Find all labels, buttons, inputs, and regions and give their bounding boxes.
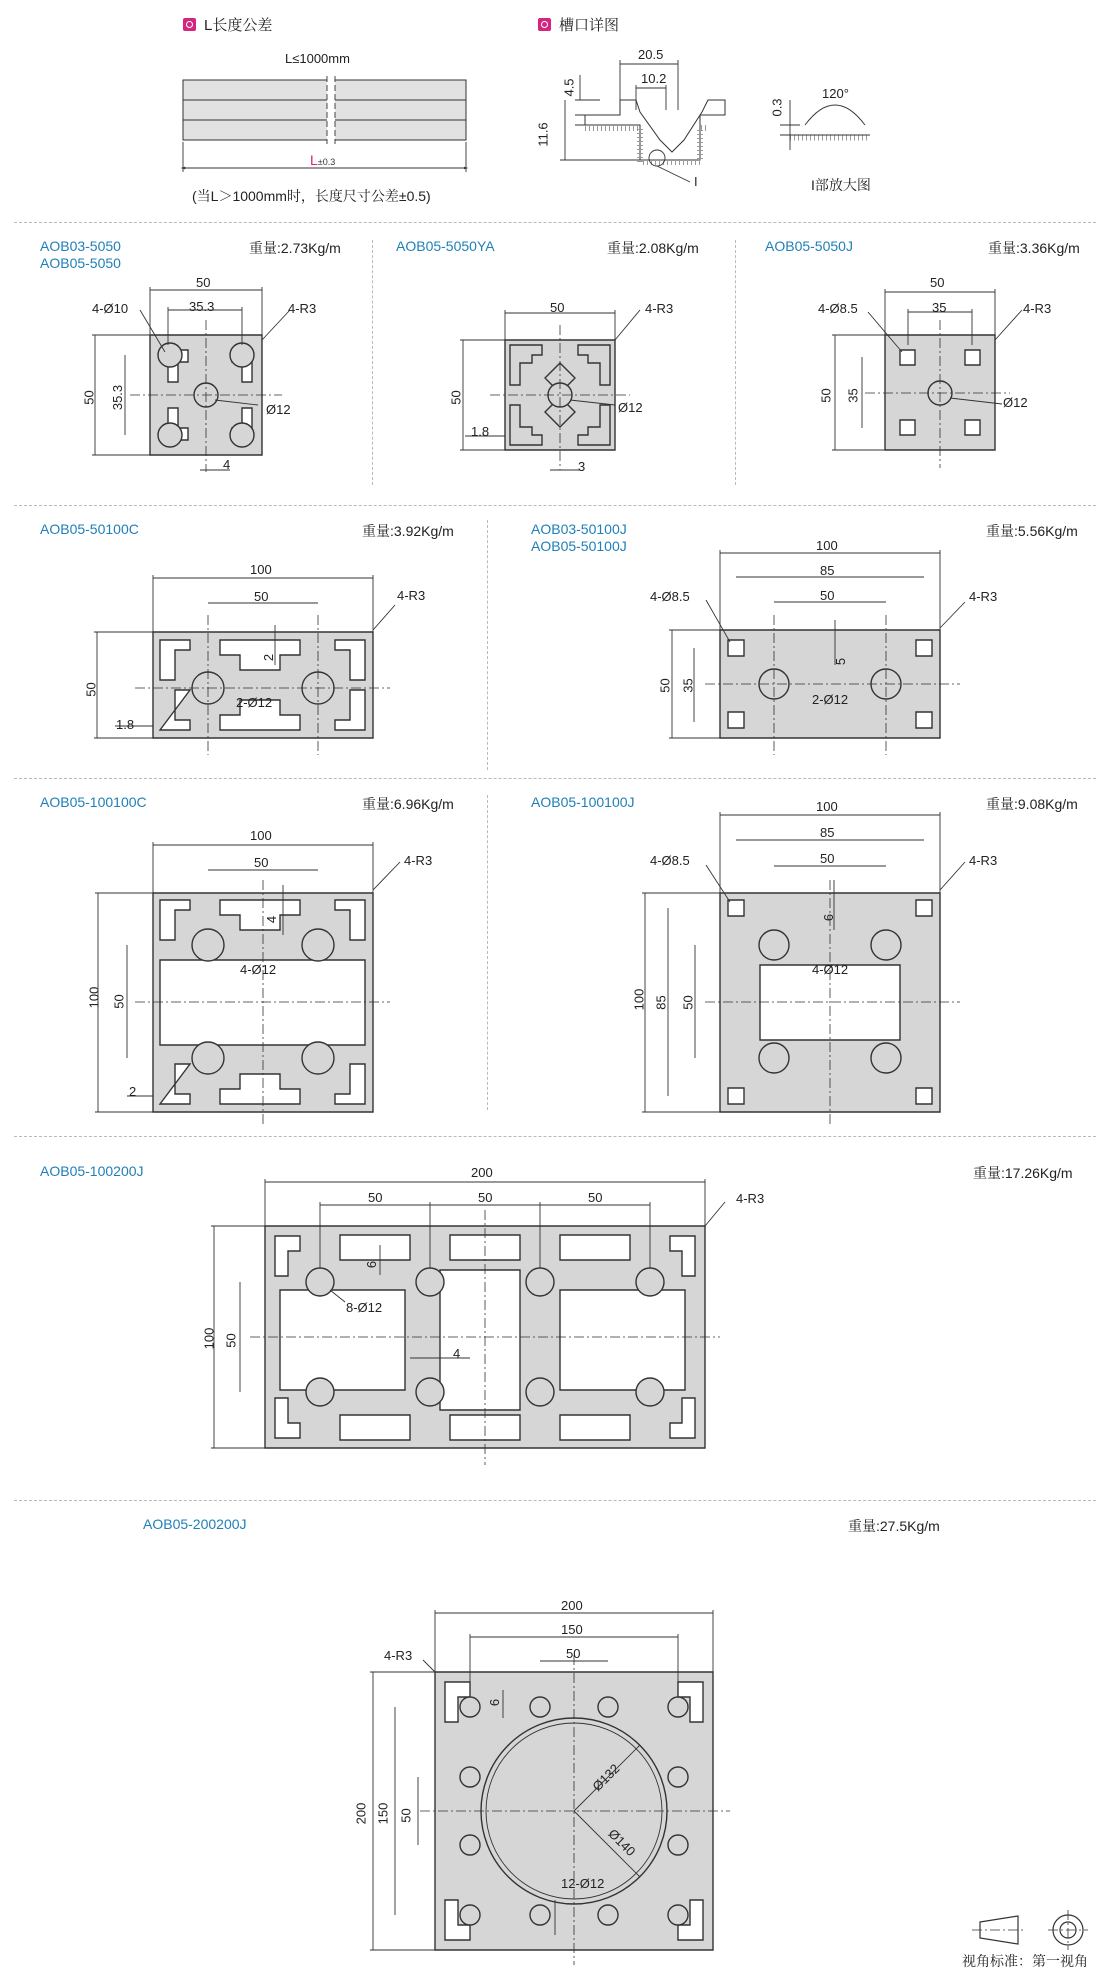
profile-code: AOB05-5050: [40, 255, 121, 271]
dim-center: 2-Ø12: [812, 692, 849, 707]
profile-code: AOB03-5050: [40, 238, 121, 254]
dim-span-1: 50: [368, 1190, 383, 1205]
enlarged-caption: I部放大图: [811, 177, 871, 193]
dim-radius: 4-R3: [404, 853, 433, 868]
dim-width-2: 85: [820, 825, 835, 840]
dim-height: 50: [83, 682, 99, 697]
dim-radius: 4-R3: [288, 301, 317, 316]
slot-dim-11-6: 11.6: [535, 122, 551, 147]
profile-code: AOB05-5050YA: [396, 238, 495, 254]
profile-code: AOB05-100200J: [40, 1163, 144, 1179]
dim-width: 100: [250, 828, 272, 843]
length-tolerance-sub: ±0.3: [317, 157, 336, 167]
profile-weight: 重量:3.36Kg/m: [988, 240, 1080, 256]
profile-code: AOB03-50100J: [531, 521, 627, 537]
view-standard-label: 视角标准：第一视角: [962, 1953, 1088, 1969]
dim-radius: 4-R3: [1023, 301, 1052, 316]
length-tolerance-title: L长度公差: [204, 17, 273, 34]
dim-center: Ø12: [266, 402, 291, 417]
dim-holes: 4-Ø8.5: [650, 589, 690, 604]
dim-center: 12-Ø12: [561, 1876, 605, 1891]
profile-weight: 重量:2.08Kg/m: [607, 240, 699, 256]
dim-inner-v: 50: [398, 1808, 414, 1823]
dim-center: 8-Ø12: [346, 1300, 383, 1315]
dim-6: 6: [821, 913, 837, 922]
dim-radius: 4-R3: [969, 853, 998, 868]
dim-radius: 4-R3: [384, 1648, 413, 1663]
dim-width: 50: [930, 275, 945, 290]
profile-weight: 重量:17.26Kg/m: [973, 1165, 1073, 1181]
dim-radius: 4-R3: [397, 588, 426, 603]
dim-inner: 50: [254, 855, 269, 870]
dim-inner-v: 50: [680, 995, 696, 1010]
dim-5: 5: [833, 657, 849, 666]
dim-height: 50: [657, 678, 673, 693]
dim-holes: 4-Ø8.5: [818, 301, 858, 316]
dim-width: 100: [816, 799, 838, 814]
dim-center: 4-Ø12: [240, 962, 277, 977]
dim-inner-v: 35.3: [110, 384, 126, 411]
dim-height: 100: [631, 988, 647, 1011]
length-max-label: L≤1000mm: [285, 51, 350, 66]
dim-span-3: 50: [588, 1190, 603, 1205]
slot-detail-title: 槽口详图: [559, 17, 620, 34]
dim-span-2: 50: [478, 1190, 493, 1205]
dim-4: 4: [264, 915, 280, 924]
dim-inner-v: 50: [223, 1333, 239, 1348]
dim-height-2: 85: [653, 995, 669, 1010]
profile-weight: 重量:3.92Kg/m: [362, 523, 454, 539]
dim-wall: 1.8: [471, 424, 490, 439]
dim-inner-v: 50: [111, 994, 127, 1009]
dim-d132: Ø132: [589, 1760, 623, 1795]
profile-weight: 重量:5.56Kg/m: [986, 523, 1078, 539]
slot-detail-mark: I: [694, 174, 698, 189]
dim-width-2: 85: [820, 563, 835, 578]
dim-width: 50: [196, 275, 211, 290]
slot-dim-10-2: 10.2: [641, 71, 667, 86]
dim-d140: Ø140: [605, 1825, 639, 1860]
dim-height-2: 150: [375, 1802, 391, 1825]
dim-6: 6: [364, 1260, 380, 1269]
dim-width-2: 150: [561, 1622, 583, 1637]
profile-code: AOB05-50100C: [40, 521, 139, 537]
profile-weight: 重量:9.08Kg/m: [986, 796, 1078, 812]
enlarged-angle: 120°: [822, 86, 849, 101]
dim-width: 200: [561, 1598, 583, 1613]
dim-height: 200: [353, 1802, 369, 1825]
dim-inner: 35.3: [189, 299, 215, 314]
dim-width: 100: [250, 562, 272, 577]
dim-width: 200: [471, 1165, 493, 1180]
dim-4: 4: [453, 1346, 461, 1361]
dim-wall: 1.8: [116, 717, 135, 732]
dim-center: 2-Ø12: [236, 695, 273, 710]
dim-width: 50: [550, 300, 565, 315]
dim-2: 2: [129, 1084, 137, 1099]
dim-6: 6: [487, 1698, 503, 1707]
dim-center: Ø12: [1003, 395, 1028, 410]
profile-code: AOB05-100100J: [531, 794, 635, 810]
dim-holes: 4-Ø8.5: [650, 853, 690, 868]
length-tolerance-note: (当L＞1000mm时，长度尺寸公差±0.5): [192, 188, 431, 204]
dim-height: 50: [818, 388, 834, 403]
length-symbol: L: [310, 152, 318, 168]
profile-code: AOB05-100100C: [40, 794, 147, 810]
dim-inner-v: 35: [845, 388, 861, 403]
dim-slot: 4: [223, 457, 231, 472]
dim-width: 100: [816, 538, 838, 553]
dim-height: 100: [86, 986, 102, 1009]
dim-2: 2: [261, 653, 277, 662]
dim-radius: 4-R3: [736, 1191, 765, 1206]
dim-inner: 50: [254, 589, 269, 604]
dim-slot: 3: [578, 459, 586, 474]
profile-weight: 重量:27.5Kg/m: [848, 1518, 940, 1534]
slot-dim-4-5: 4.5: [561, 78, 577, 97]
profile-weight: 重量:2.73Kg/m: [249, 240, 341, 256]
dim-height: 100: [201, 1327, 217, 1350]
dim-height: 50: [81, 390, 97, 405]
dim-radius: 4-R3: [645, 301, 674, 316]
dim-height: 50: [448, 390, 464, 405]
profile-weight: 重量:6.96Kg/m: [362, 796, 454, 812]
dim-holes: 4-Ø10: [92, 301, 129, 316]
slot-dim-20-5: 20.5: [638, 47, 664, 62]
dim-inner: 35: [932, 300, 947, 315]
profile-code: AOB05-5050J: [765, 238, 853, 254]
dim-inner: 50: [566, 1646, 581, 1661]
dim-radius: 4-R3: [969, 589, 998, 604]
profile-code: AOB05-50100J: [531, 538, 627, 554]
dim-inner: 50: [820, 588, 835, 603]
dim-center: Ø12: [618, 400, 643, 415]
dim-inner: 50: [820, 851, 835, 866]
profile-code: AOB05-200200J: [143, 1516, 247, 1532]
dim-inner-v: 35: [680, 678, 696, 693]
dim-center: 4-Ø12: [812, 962, 849, 977]
enlarged-dim-0-3: 0.3: [769, 98, 785, 117]
